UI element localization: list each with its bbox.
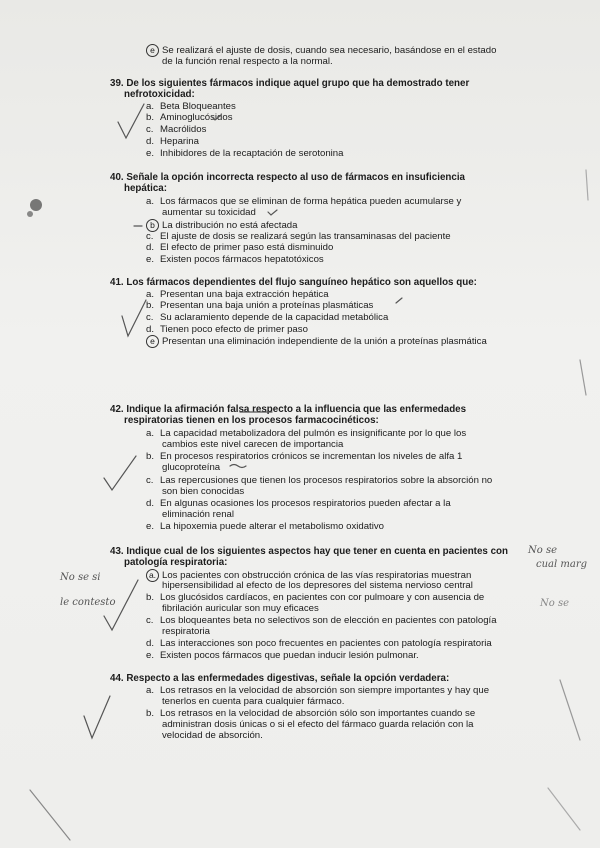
option-c: c. Los bloqueantes beta no selectivos son de elección en pacientes con patología (146, 615, 497, 626)
option-a: a. Beta Bloqueantes (146, 101, 236, 112)
ink-blot (30, 199, 42, 211)
option-b-cont2: velocidad de absorción. (162, 730, 263, 741)
option-e: e. Inhibidores de la recaptación de serotonina (146, 148, 344, 159)
option-b: b. Los retrasos en la velocidad de absorción sólo son importantes cuando se (146, 708, 476, 719)
circled-letter: e (146, 44, 159, 57)
option-e: e. La hipoxemia puede alterar el metabolismo oxidativo (146, 521, 384, 532)
intro-option-line1: e Se realizará el ajuste de dosis, cuando sea necesario, basándose en el estado (146, 44, 496, 57)
option-c: c. Macrólidos (146, 124, 207, 135)
check-mark-icon (84, 696, 110, 738)
option-a-cont: tenerlos en cuenta para cualquier fármaco. (162, 696, 345, 707)
option-a-cont: aumentar su toxicidad (162, 207, 256, 218)
option-b-cont: fibrilación auricular son muy eficaces (162, 603, 319, 614)
option-e: e. Existen pocos fármacos que puedan inducir lesión pulmonar. (146, 650, 419, 661)
option-a: a. Los fármacos que se eliminan de forma hepática pueden acumularse y (146, 196, 462, 207)
option-d: d. Tienen poco efecto de primer paso (146, 324, 308, 335)
handwritten-note: le contesto (60, 597, 116, 608)
handwritten-note: No se (540, 598, 569, 609)
option-b-cont: glucoproteína (162, 462, 221, 473)
option-e: e Presentan una eliminación independiente de la unión a proteínas plasmática (146, 335, 487, 348)
check-mark-icon (122, 300, 146, 336)
margin-stroke (560, 680, 580, 740)
margin-stroke (548, 788, 580, 830)
margin-stroke (580, 360, 586, 395)
question-stem: 39. De los siguientes fármacos indique aquel grupo que ha demostrado tener (110, 78, 470, 89)
option-e: e. Existen pocos fármacos hepatotóxicos (146, 254, 324, 265)
option-c-cont: son bien conocidas (162, 486, 245, 497)
margin-stroke (30, 790, 70, 840)
option-a: a. Los retrasos en la velocidad de absorción son siempre importantes y hay que (146, 685, 490, 696)
question-stem: 40. Señale la opción incorrecta respecto al uso de fármacos en insuficiencia (110, 172, 465, 183)
check-mark-icon (104, 456, 136, 490)
option-b-cont: administran dosis únicas o si el efecto del fármaco guarda relación con la (162, 719, 474, 730)
option-d: d. Heparina (146, 136, 199, 147)
margin-stroke (586, 170, 588, 200)
option-a: a. La capacidad metabolizadora del pulmón es insignificante por lo que los (146, 428, 467, 439)
option-d: d. En algunas ocasiones los procesos respiratorios pueden afectar a la (146, 498, 451, 509)
check-mark-icon (268, 210, 277, 215)
option-b: b. Aminoglucósidos (146, 112, 233, 123)
option-a-cont: cambios este nivel carecen de importancia (162, 439, 344, 450)
option-d: d. Las interacciones son poco frecuentes en pacientes con patología respiratoria (146, 638, 492, 649)
option-c: c. El ajuste de dosis se realizará según las transaminasas del paciente (146, 231, 451, 242)
option-c: c. Las repercusiones que tienen los procesos respiratorios sobre la absorción no (146, 475, 493, 486)
handwritten-note: cual marg (536, 559, 588, 570)
question-stem: 41. Los fármacos dependientes del flujo sanguíneo hepático son aquellos que: (110, 277, 477, 288)
question-stem: 44. Respecto a las enfermedades digestivas, señale la opción verdadera: (110, 673, 450, 684)
intro-option-line2: de la función renal respecto a la normal. (162, 56, 333, 67)
option-b: b La distribución no está afectada (146, 219, 297, 232)
handwritten-note: No se si (60, 572, 101, 583)
option-a: a. Los pacientes con obstrucción crónica de las vías respiratorias muestran (146, 569, 471, 582)
tilde-mark (230, 465, 246, 468)
question-stem: 43. Indique cual de los siguientes aspectos hay que tener en cuenta en pacientes con (110, 546, 508, 557)
check-mark-icon (118, 104, 144, 138)
option-c: c. Su aclaramiento depende de la capacidad metabólica (146, 312, 389, 323)
question-stem: 42. Indique la afirmación falsa respecto a la influencia que las enfermedades (110, 404, 467, 415)
question-stem: nefrotoxicidad: (124, 89, 195, 100)
question-stem: patología respiratoria: (124, 557, 228, 568)
option-a: a. Presentan una baja extracción hepática (146, 289, 329, 300)
option-b: b. En procesos respiratorios crónicos se incrementan los niveles de alfa 1 (146, 451, 463, 462)
option-d: d. El efecto de primer paso está disminuido (146, 242, 334, 253)
handwritten-note: No se (528, 545, 557, 556)
option-a-cont: hipersensibilidad al efecto de los depresores del sistema nervioso central (162, 580, 473, 591)
slash-mark (396, 298, 402, 303)
option-d-cont: eliminación renal (162, 509, 234, 520)
question-stem: hepática: (124, 183, 168, 194)
option-b: b. Los glucósidos cardíacos, en pacientes con cor pulmoare y con ausencia de (146, 592, 485, 603)
option-c-cont: respiratoria (162, 626, 210, 637)
option-b: b. Presentan una baja unión a proteínas plasmáticas (146, 300, 374, 311)
question-stem: respiratorias tienen en los procesos farmacocinéticos: (124, 415, 379, 426)
ink-blot (27, 211, 33, 217)
